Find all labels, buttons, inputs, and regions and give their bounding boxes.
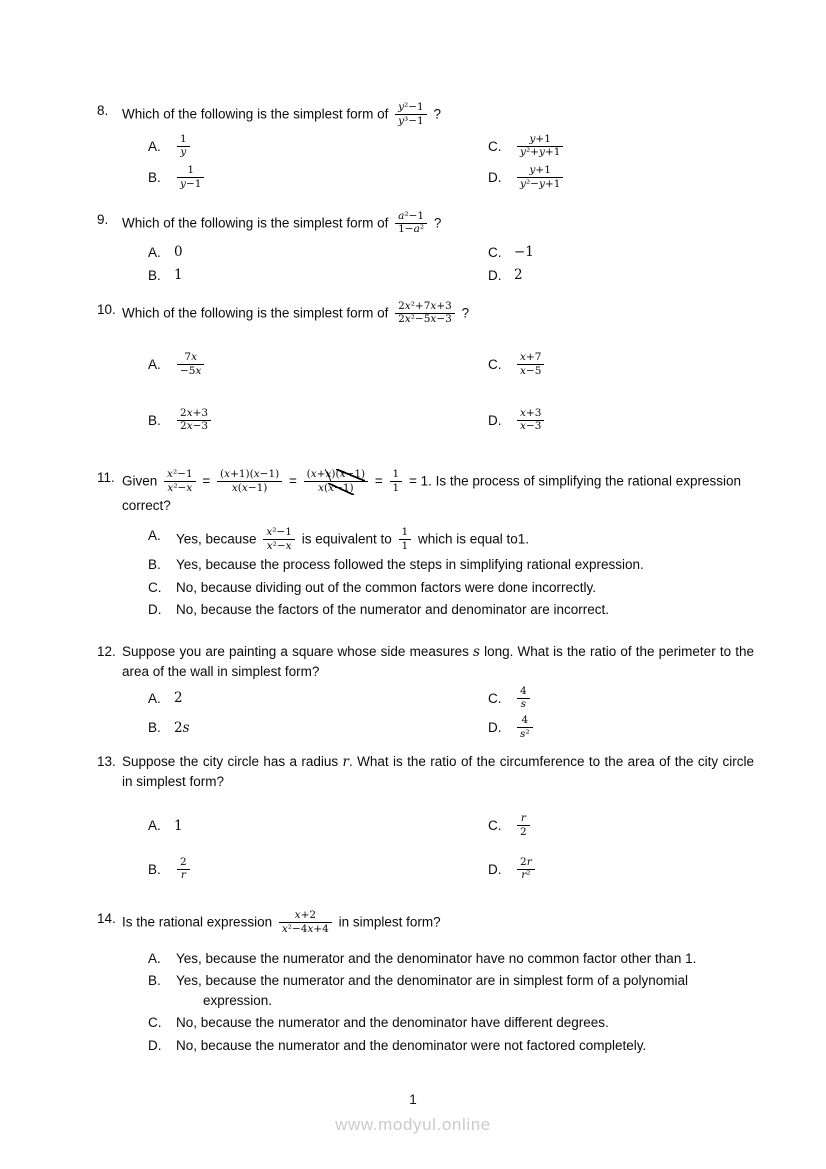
option-content: No, because the numerator and the denominator were not factored completely. bbox=[176, 1037, 647, 1053]
question-prompt: Suppose the city circle has a radius r. What is the ratio of the circumference to the area of the city circle in simplest form? bbox=[122, 753, 754, 789]
option-d bbox=[488, 407, 754, 435]
question-prompt: Which of the following is the simplest form of $\frac{\text{a²−1}}{\text{1−a²}}$ ? bbox=[122, 209, 442, 236]
watermark: www.modyul.online bbox=[335, 1115, 491, 1134]
option-b bbox=[148, 714, 488, 742]
option-c bbox=[488, 133, 754, 161]
question-number: 14. bbox=[97, 911, 116, 926]
option-a bbox=[148, 526, 754, 554]
option-label: C. bbox=[488, 357, 502, 373]
option-d bbox=[488, 164, 754, 192]
question-head bbox=[97, 642, 754, 683]
question-prompt: Which of the following is the simplest form of $\frac{\text{2x²+7x+3}}{\text{2x²−5x−3}}$ ? bbox=[122, 299, 470, 326]
option-a bbox=[148, 133, 488, 161]
option-d bbox=[148, 1036, 754, 1056]
option-label: C. bbox=[148, 1015, 162, 1031]
option-content: $\frac{7x}{-5x}$ bbox=[174, 351, 207, 379]
option-content: No, because the numerator and the denominator have different degrees. bbox=[176, 1015, 609, 1031]
option-b bbox=[148, 971, 754, 1012]
option-label: D. bbox=[488, 720, 502, 736]
option-c bbox=[488, 812, 754, 840]
question-14 bbox=[97, 909, 754, 1056]
option-label: B. bbox=[148, 720, 161, 736]
option-label: D. bbox=[488, 170, 502, 186]
option-d bbox=[488, 265, 754, 285]
option-c bbox=[488, 685, 754, 713]
option-label: C. bbox=[488, 690, 502, 706]
option-content: Yes, because the numerator and the denominator are in simplest form of a polynomial expression. bbox=[176, 972, 689, 1008]
option-a bbox=[148, 812, 488, 840]
option-d bbox=[488, 714, 754, 742]
question-number: 9. bbox=[97, 211, 109, 227]
option-content: $\frac{2r}{\text{r²}}$ bbox=[514, 856, 538, 884]
question-10 bbox=[97, 300, 754, 435]
option-a bbox=[148, 685, 488, 713]
option-c bbox=[148, 1013, 754, 1033]
question-head bbox=[97, 468, 754, 516]
question-number: 10. bbox=[97, 301, 116, 317]
option-content: $\frac{4}{\text{s²}}$ bbox=[514, 714, 536, 742]
options bbox=[148, 812, 754, 883]
option-content: $\frac{2}{r}$ bbox=[174, 856, 193, 884]
option-b bbox=[148, 555, 754, 575]
options bbox=[148, 351, 754, 434]
option-label: A. bbox=[148, 527, 161, 543]
question-prompt: Given $\frac{\text{x²−1}}{\text{x²−x}}$ = $\frac{(x+1)(x-1)}{x(x-1)}$ = $\frac{(x+x)(x-1)}{x(x-1)}$ = $\frac{1}{1}$ = 1. Is the process of simplifying the rational expression correct? bbox=[122, 468, 741, 513]
option-label: A. bbox=[148, 818, 161, 834]
option-label: B. bbox=[148, 170, 161, 186]
option-label: D. bbox=[488, 412, 502, 428]
question-head bbox=[97, 101, 754, 129]
option-content: No, because dividing out of the common factors were done incorrectly. bbox=[176, 579, 596, 595]
question-number: 8. bbox=[97, 103, 109, 118]
page-number: 1 bbox=[409, 1092, 417, 1107]
option-content: $\frac{r}{2}$ bbox=[514, 812, 533, 840]
option-content: 2 bbox=[174, 690, 183, 707]
option-content: 2s bbox=[174, 719, 190, 736]
option-b bbox=[148, 407, 488, 435]
option-content: Yes, because $\frac{\text{x²−1}}{\text{x²−x}}$ is equivalent to $\frac{1}{1}$ which is equal to1. bbox=[176, 525, 530, 552]
option-content: No, because the factors of the numerator and denominator are incorrect. bbox=[176, 601, 609, 617]
option-content: $\frac{1}{y}$ bbox=[174, 133, 193, 161]
option-b bbox=[148, 265, 488, 285]
option-content: $\frac{x+7}{x-5}$ bbox=[514, 351, 547, 379]
option-content: $\frac{4}{s}$ bbox=[514, 685, 533, 713]
options bbox=[148, 133, 754, 192]
question-head bbox=[97, 300, 754, 328]
option-label: B. bbox=[148, 861, 161, 877]
option-content: 1 bbox=[174, 817, 183, 834]
option-d bbox=[488, 856, 754, 884]
option-content: $\frac{y+1}{\text{y²−y+1}}$ bbox=[514, 164, 566, 192]
option-content: $\frac{1}{y-1}$ bbox=[174, 164, 207, 192]
option-label: C. bbox=[488, 818, 502, 834]
option-content: $\frac{y+1}{\text{y²+y+1}}$ bbox=[514, 133, 566, 161]
option-content: Yes, because the numerator and the denominator have no common factor other than 1. bbox=[176, 950, 697, 966]
question-number: 11. bbox=[97, 470, 115, 485]
option-b bbox=[148, 164, 488, 192]
option-a bbox=[148, 242, 488, 262]
question-12 bbox=[97, 642, 754, 742]
option-label: D. bbox=[148, 1037, 162, 1053]
option-content: −1 bbox=[514, 244, 534, 260]
option-label: C. bbox=[488, 244, 502, 260]
options bbox=[148, 949, 754, 1056]
question-prompt: Suppose you are painting a square whose side measures s long. What is the ratio of the perimeter to the area of the wall in simplest form? bbox=[122, 644, 754, 680]
option-label: A. bbox=[148, 950, 161, 966]
option-b bbox=[148, 856, 488, 884]
question-head bbox=[97, 210, 754, 238]
option-label: B. bbox=[148, 972, 161, 988]
option-a bbox=[148, 949, 754, 969]
question-prompt: Which of the following is the simplest form of $\frac{\text{y²−1}}{\text{y³−1}}$ ? bbox=[122, 101, 441, 127]
question-head bbox=[97, 752, 754, 793]
options bbox=[148, 242, 754, 286]
option-label: D. bbox=[488, 267, 502, 283]
option-a bbox=[148, 351, 488, 379]
question-prompt: Is the rational expression $\frac{x+2}{\text{x²−4x+4}}$ in simplest form? bbox=[122, 909, 441, 935]
question-8 bbox=[97, 101, 754, 192]
option-label: A. bbox=[148, 244, 161, 260]
options bbox=[148, 526, 754, 620]
option-content: $\frac{2x+3}{2x-3}$ bbox=[174, 407, 214, 435]
option-c bbox=[488, 351, 754, 379]
option-label: D. bbox=[488, 861, 502, 877]
question-number: 13. bbox=[97, 753, 116, 769]
option-label: A. bbox=[148, 690, 161, 706]
question-9 bbox=[97, 210, 754, 286]
option-label: B. bbox=[148, 412, 161, 428]
option-label: B. bbox=[148, 557, 161, 573]
option-label: C. bbox=[488, 138, 502, 154]
option-c bbox=[148, 578, 754, 598]
option-label: A. bbox=[148, 357, 161, 373]
option-c bbox=[488, 242, 754, 262]
question-11 bbox=[97, 468, 754, 620]
options bbox=[148, 685, 754, 742]
option-content: Yes, because the process followed the steps in simplifying rational expression. bbox=[176, 557, 644, 573]
option-label: B. bbox=[148, 267, 161, 283]
question-number: 12. bbox=[97, 644, 116, 659]
option-content: 1 bbox=[174, 267, 183, 284]
option-label: D. bbox=[148, 601, 162, 617]
option-content: 0 bbox=[174, 244, 183, 260]
option-content: 2 bbox=[514, 267, 523, 284]
option-label: A. bbox=[148, 138, 161, 154]
question-13 bbox=[97, 752, 754, 884]
option-label: C. bbox=[148, 579, 162, 595]
question-head bbox=[97, 909, 754, 937]
option-content: $\frac{x+3}{x-3}$ bbox=[514, 407, 547, 435]
option-d bbox=[148, 600, 754, 620]
